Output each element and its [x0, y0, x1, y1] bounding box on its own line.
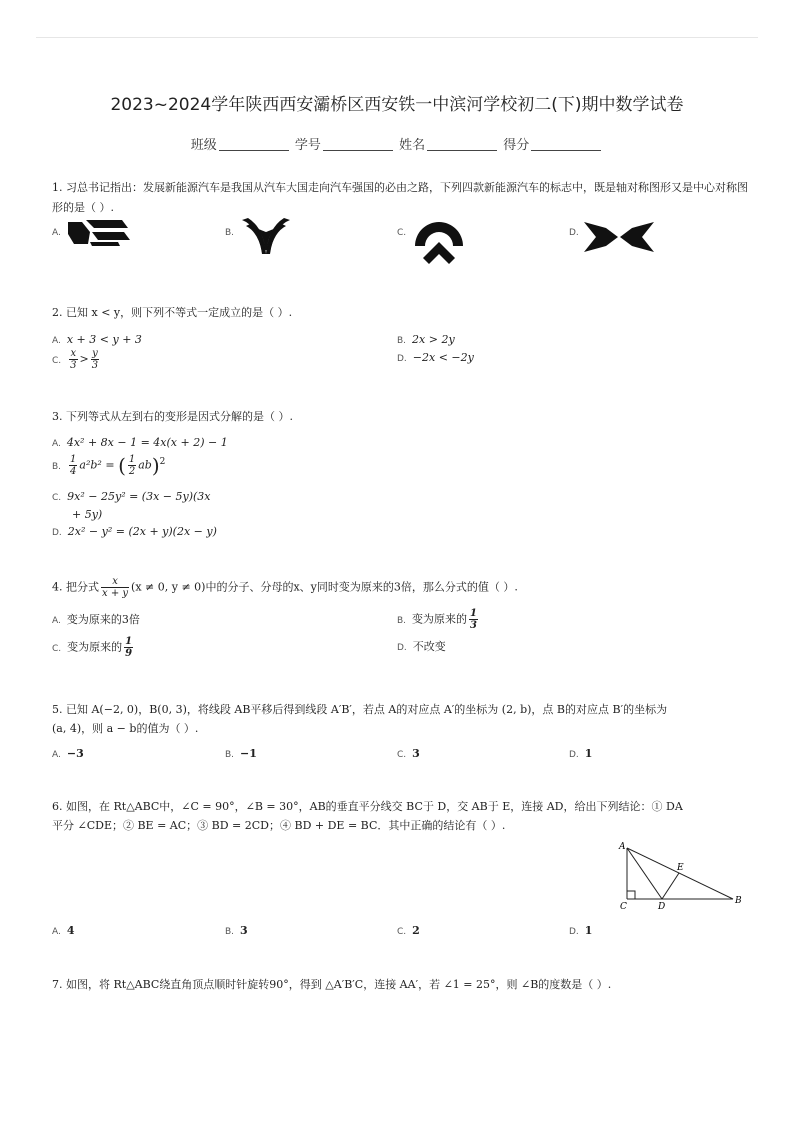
q5-option-c[interactable]: C. 3: [397, 747, 420, 760]
q4-option-d[interactable]: D. 不改变: [397, 640, 446, 653]
name-blank[interactable]: [427, 150, 497, 151]
q1-option-c-label[interactable]: C.: [397, 228, 407, 238]
question-6-line2: 平分 ∠CDE；② BE = AC；③ BD = 2CD；④ BD + DE = BC．其中正确的结论有（ ）.: [52, 819, 506, 832]
q4-option-c[interactable]: C. 变为原来的 $\frac{1}{9}$: [52, 636, 133, 659]
question-5-line1: 5. 已知 A(−2, 0)，B(0, 3)，将线段 AB平移后得到线段 A′B′，若点 A的对应点 A′的坐标为 (2, b)，点 B的对应点 B′的坐标为: [52, 703, 668, 716]
question-3-text: 3. 下列等式从左到右的变形是因式分解的是（ ）.: [52, 410, 293, 423]
q5-option-a[interactable]: A. −3: [52, 747, 84, 760]
question-7-text: 7. 如图，将 Rt△ABC绕直角顶点顺时针旋转90°，得到 △A′B′C，连接 AA′，若 ∠1 = 25°，则 ∠B的度数是（ ）.: [52, 978, 612, 991]
top-rule: [36, 37, 758, 38]
question-5-line2: (a, 4)，则 a − b的值为（ ）.: [52, 722, 199, 735]
q3-option-c-line1[interactable]: C. 9x² − 25y² = (3x − 5y)(3x: [52, 490, 211, 503]
number-label: 学号: [294, 138, 321, 153]
q6-option-d[interactable]: D. 1: [569, 924, 593, 937]
q6-point-a-label: A: [619, 842, 626, 852]
q2-option-c[interactable]: C. $\frac{x}{3}$ > $\frac{y}{3}$: [52, 348, 99, 371]
q2-option-a[interactable]: A. x + 3 < y + 3: [52, 333, 142, 346]
question-6-line1: 6. 如图，在 Rt△ABC中，∠C = 90°，∠B = 30°，AB的垂直平分线交 BC于 D，交 AB于 E，连接 AD，给出下列结论：① DA: [52, 800, 683, 813]
score-blank[interactable]: [531, 150, 601, 151]
q5-option-d[interactable]: D. 1: [569, 747, 593, 760]
q1-option-b-label[interactable]: B.: [225, 228, 235, 238]
name-label: 姓名: [399, 138, 426, 153]
q6-point-e-label: E: [677, 863, 684, 873]
q4-option-b[interactable]: B. 变为原来的 $\frac{1}{3}$: [397, 608, 478, 631]
q3-option-c-line2: + 5y): [72, 508, 103, 521]
q3-option-b[interactable]: B. $\frac{1}{4}$ a²b² = ( $\frac{1}{2}$ ab)$^2$: [52, 453, 166, 478]
q6-option-a[interactable]: A. 4: [52, 924, 75, 937]
score-label: 得分: [503, 138, 530, 153]
number-blank[interactable]: [323, 150, 393, 151]
question-4-text: 4. 把分式 $\frac{x}{x + y}$ (x ≠ 0, y ≠ 0)中的分子、分母的x、y同时变为原来的3倍，那么分式的值（ ）.: [52, 576, 518, 599]
q1-option-a-label[interactable]: A.: [52, 228, 61, 238]
q3-option-d[interactable]: D. 2x² − y² = (2x + y)(2x − y): [52, 525, 217, 538]
q3-option-a[interactable]: A. 4x² + 8x − 1 = 4x(x + 2) − 1: [52, 436, 228, 449]
q1-logo-d-icon: [584, 222, 654, 252]
q2-c-frac-left: $\frac{x}{3}$: [70, 348, 77, 371]
q6-triangle-figure: [615, 840, 745, 912]
q2-option-d[interactable]: D. −2x < −2y: [397, 351, 474, 364]
page-title: 2023~2024学年陕西西安灞桥区西安铁一中滨河学校初二(下)期中数学试卷: [110, 95, 684, 115]
q1-logo-c-icon: [413, 218, 465, 270]
q6-option-c[interactable]: C. 2: [397, 924, 420, 937]
q4-fraction: $\frac{x}{x + y}$: [102, 576, 129, 599]
question-1-text: 1. 习总书记指出：发展新能源汽车是我国从汽车大国走向汽车强国的必由之路，下列四款新能源汽车的标志中，既是轴对称图形又是中心对称图形的是（ ）.: [52, 181, 748, 214]
q6-option-b[interactable]: B. 3: [225, 924, 248, 937]
q6-point-b-label: B: [735, 896, 742, 906]
question-2-text: 2. 已知 x < y，则下列不等式一定成立的是（ ）.: [52, 306, 293, 319]
q6-point-d-label: D: [658, 902, 666, 912]
q2-option-b[interactable]: B. 2x > 2y: [397, 333, 455, 346]
q2-c-frac-right: $\frac{y}{3}$: [91, 348, 99, 371]
class-blank[interactable]: [219, 150, 289, 151]
q4-option-a[interactable]: A. 变为原来的3倍: [52, 613, 140, 626]
q1-logo-a-icon: [68, 220, 132, 246]
q5-option-b[interactable]: B. −1: [225, 747, 257, 760]
q1-option-d-label[interactable]: D.: [569, 228, 579, 238]
q1-logo-b-icon: [240, 218, 292, 256]
q6-point-c-label: C: [620, 902, 627, 912]
class-label: 班级: [190, 138, 217, 153]
student-info-fields: [0, 134, 794, 153]
